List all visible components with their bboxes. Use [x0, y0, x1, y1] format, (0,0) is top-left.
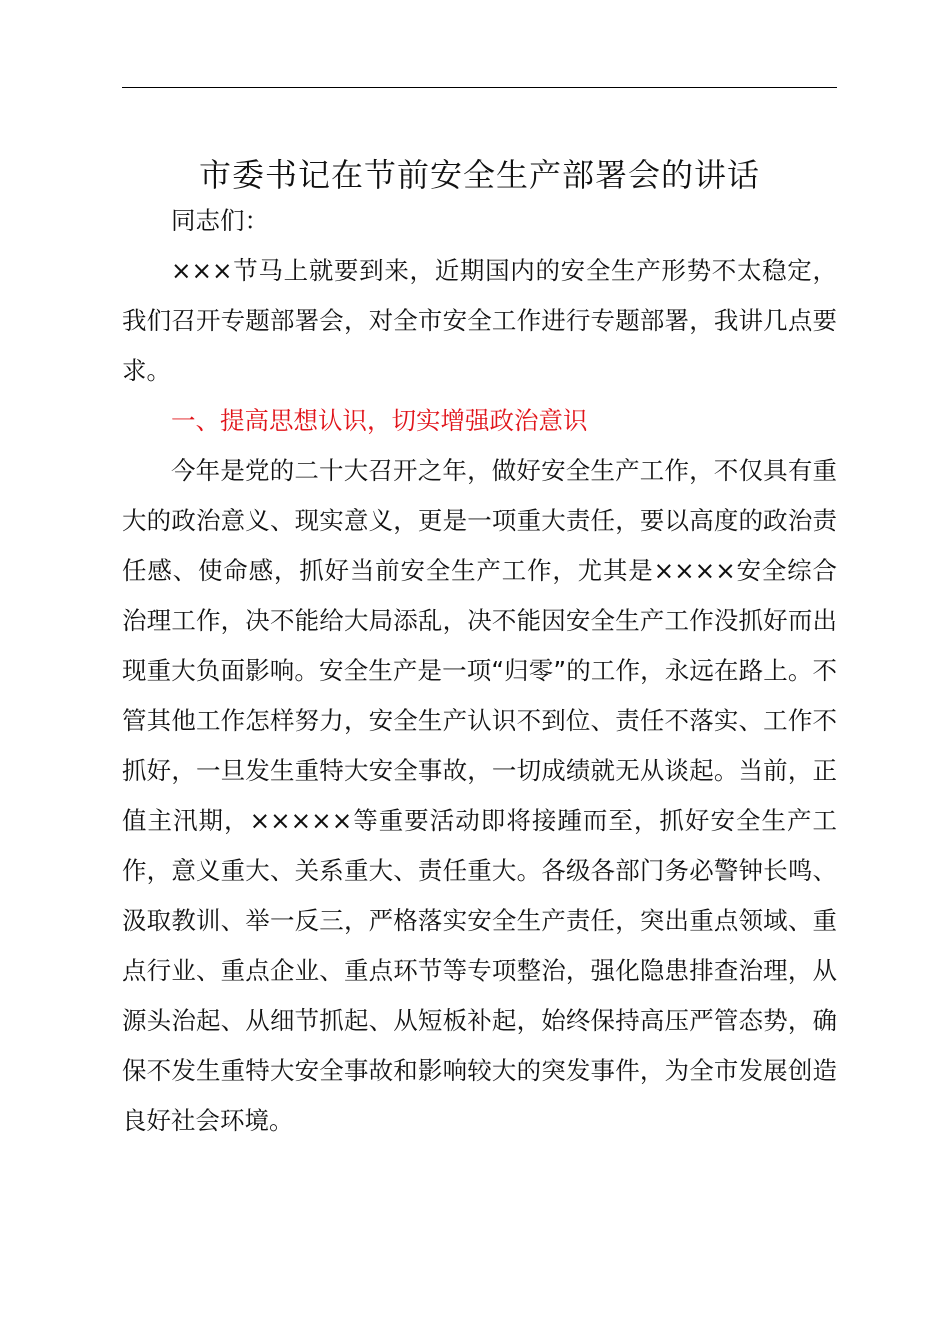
section-1-heading: 一、提高思想认识，切实增强政治意识 — [171, 406, 588, 435]
section-1-paragraph: 今年是党的二十大召开之年，做好安全生产工作，不仅具有重大的政治意义、现实意义，更是一项重大责任，要以高度的政治责任感、使命感，抓好当前安全生产工作，尤其是××××安全综合治理工作，决不能给大局添乱，决不能因安全生产工作没抓好而出现重大负面影响。安全生产是一项“归零”的工作，永远在路上。不管其他工作怎样努力，安全生产认识不到位、责任不落实、工作不抓好，一旦发生重特大安全事故，一切成绩就无从谈起。当前，正值主汛期，×××××等重要活动即将接踵而至，抓好安全生产工作，意义重大、关系重大、责任重大。各级各部门务必警钟长鸣、汲取教训、举一反三，严格落实安全生产责任，突出重点领域、重点行业、重点企业、重点环节等专项整治，强化隐患排查治理，从源头治起、从细节抓起、从短板补起，始终保持高压严管态势，确保不发生重特大安全事故和影响较大的突发事件，为全市发展创造良好社会环境。 — [122, 456, 837, 1135]
document-body — [122, 196, 837, 1146]
intro-paragraph: ×××节马上就要到来，近期国内的安全生产形势不太稳定，我们召开专题部署会，对全市安全工作进行专题部署，我讲几点要求。 — [122, 256, 837, 385]
document-title: 市委书记在节前安全生产部署会的讲话 — [198, 156, 760, 194]
header-rule — [122, 87, 837, 88]
salutation: 同志们： — [171, 206, 269, 235]
